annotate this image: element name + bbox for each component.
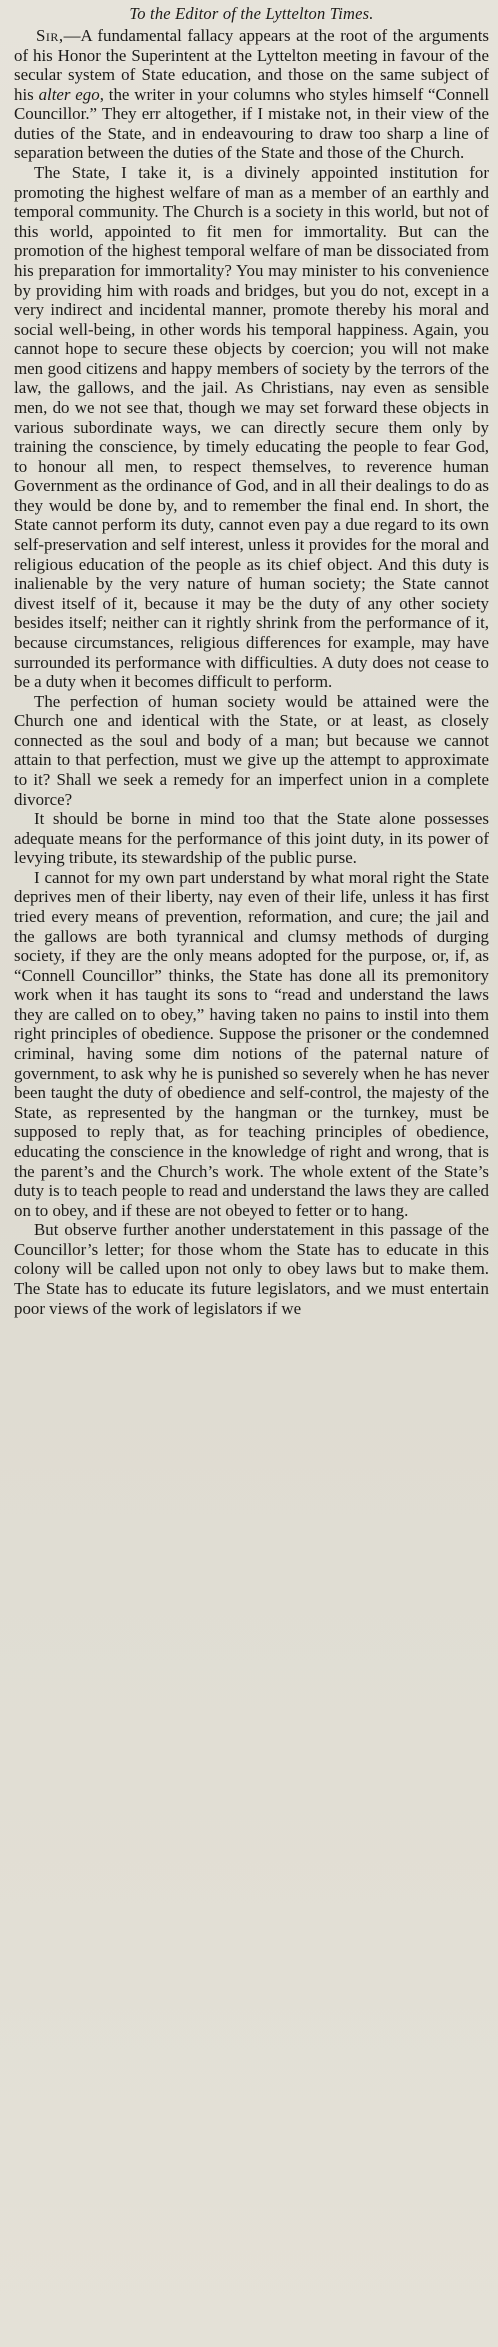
- paragraph-5: I cannot for my own part understand by what moral right the State deprives men of their liberty, nay even of their life, unless it has first tried every means of prevention, reformation, and cure; the jail and the gallows are both tyrannical and clumsy methods of durging society, if they are the only means adopted for the purpose, or, if, as “Connell Councillor” thinks, the State has done all its premonitory work when it has taught its sons to “read and understand the laws they are called on to obey,” having taken no pains to instil into them right principles of obedience. Suppose the prisoner or the condemned criminal, having some dim notions of the paternal nature of government, to ask why he is punished so severely when he has never been taught the duty of obedience and self-control, the majesty of the State, as represented by the hangman or the turnkey, must be supposed to reply that, as for teaching principles of obedience, educating the conscience in the knowledge of right and wrong, that is the parent’s and the Church’s work. The whole extent of the State’s duty is to teach people to read and understand the laws they are called on to obey, and if these are not obeyed to fetter or to hang.: [14, 867, 489, 1220]
- paragraph-6: But observe further another understatement in this passage of the Councillor’s letter; for those whom the State has to educate in this colony will be called upon not only to obey laws but to make them. The State has to educate its future legislators, and we must entertain poor views of the work of legislators if we: [14, 1220, 489, 1318]
- letter-heading: To the Editor of the Lyttelton Times.: [129, 4, 374, 23]
- letter-body: [14, 26, 489, 1318]
- alter-ego-phrase: alter ego: [38, 84, 100, 104]
- paragraph-1: [14, 26, 489, 163]
- salutation: Sir,: [36, 26, 64, 45]
- paragraph-4: It should be borne in mind too that the State alone possesses adequate means for the performance of this joint duty, in its power of levying tribute, its stewardship of the public purse.: [14, 809, 489, 868]
- paragraph-2: The State, I take it, is a divinely appointed institution for promoting the highest welfare of man as a member of an earthly and temporal community. The Church is a society in this world, but not of this world, appointed to fit men for immortality. But can the promotion of the highest temporal welfare of man be dissociated from his preparation for immortality? You may minister to his convenience by providing him with roads and bridges, but you do not, except in a very indirect and incidental manner, promote thereby his moral and social well-being, in other words his temporal happiness. Again, you cannot hope to secure these objects by coercion; you will not make men good citizens and happy members of society by the terrors of the law, the gallows, and the jail. As Christians, nay even as sensible men, do we not see that, though we may set forward these objects in various subordinate ways, we can directly secure them only by training the conscience, by timely educating the people to fear God, to honour all men, to respect themselves, to reverence human Government as the ordinance of God, and in all their dealings to do as they would be done by, and to remember the final end. In short, the State cannot perform its duty, cannot even pay a due regard to its own self-preservation and self interest, unless it provides for the moral and religious education of the people as its chief object. And this duty is inalienable by the very nature of human society; the State cannot divest itself of it, because it may be the duty of any other society besides itself; neither can it rightly shrink from the performance of it, because circumstances, religious differences for example, may have surrounded its performance with difficulties. A duty does not cease to be a duty when it becomes difficult to perform.: [14, 163, 489, 692]
- paragraph-1-text-a: —A fundamental fallacy appears at the root of the arguments of his Honor the Superintent at the Lyttelton meeting in favour of the secular system of State education, and those on the same subject of his: [14, 26, 489, 104]
- paragraph-1-text-b: , the writer in your columns who styles himself “Connell Councillor.” They err altogether, if I mistake not, in their view of the duties of the State, and in endeavouring to draw too sharp a line of separation between the duties of the State and those of the Church.: [14, 84, 490, 163]
- paragraph-3: The perfection of human society would be attained were the Church one and identical with the State, or at least, as closely connected as the soul and body of a man; but because we cannot attain to that perfection, must we give up the attempt to approximate to it? Shall we seek a remedy for an imperfect union in a complete divorce?: [14, 691, 489, 809]
